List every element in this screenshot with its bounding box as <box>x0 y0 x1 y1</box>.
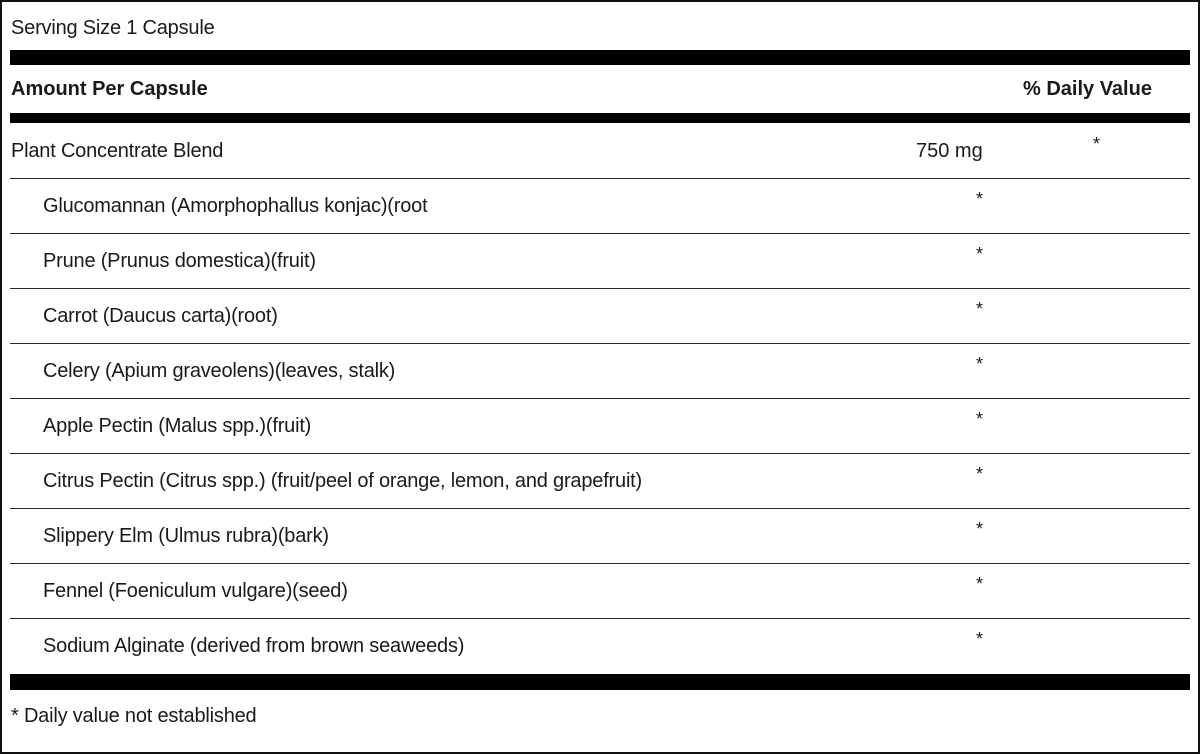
ingredient-name: Carrot (Daucus carta)(root) <box>43 305 278 327</box>
ingredient-amount: 750 mg <box>916 140 983 162</box>
ingredient-row <box>10 618 1190 673</box>
ingredient-row-main <box>10 123 1190 179</box>
ingredient-daily-value: * <box>976 464 984 484</box>
ingredient-daily-value: * <box>976 244 984 264</box>
ingredient-name: Apple Pectin (Malus spp.)(fruit) <box>43 415 312 437</box>
divider-bar-header <box>10 113 1190 123</box>
ingredient-row <box>10 343 1190 399</box>
ingredient-row <box>10 563 1190 619</box>
ingredient-daily-value: * <box>976 409 984 429</box>
divider-bar-bottom <box>10 674 1190 690</box>
ingredient-row <box>10 288 1190 344</box>
ingredient-row <box>10 508 1190 564</box>
ingredient-name: Fennel (Foeniculum vulgare)(seed) <box>43 580 348 602</box>
ingredient-name: Plant Concentrate Blend <box>11 140 224 162</box>
ingredient-row <box>10 453 1190 509</box>
ingredient-daily-value: * <box>976 299 984 319</box>
ingredient-row <box>10 398 1190 454</box>
ingredient-row <box>10 233 1190 289</box>
ingredient-daily-value: * <box>976 629 984 649</box>
amount-per-capsule-header: Amount Per Capsule <box>11 78 208 100</box>
ingredient-name: Glucomannan (Amorphophallus konjac)(root <box>43 195 428 217</box>
ingredient-daily-value: * <box>976 519 984 539</box>
ingredient-daily-value: * <box>976 574 984 594</box>
serving-size: Serving Size 1 Capsule <box>11 17 215 39</box>
ingredient-daily-value: * <box>976 189 984 209</box>
ingredient-name: Citrus Pectin (Citrus spp.) (fruit/peel of orange, lemon, and grapefruit) <box>43 470 643 492</box>
ingredient-name: Celery (Apium graveolens)(leaves, stalk) <box>43 360 396 382</box>
ingredient-name: Prune (Prunus domestica)(fruit) <box>43 250 316 272</box>
footnote: * Daily value not established <box>11 705 257 727</box>
daily-value-header: % Daily Value <box>1023 78 1152 100</box>
ingredient-daily-value: * <box>976 354 984 374</box>
ingredient-name: Sodium Alginate (derived from brown seaweeds) <box>43 635 465 657</box>
ingredient-row <box>10 178 1190 234</box>
divider-bar-top <box>10 50 1190 65</box>
ingredient-daily-value: * <box>1093 134 1101 154</box>
ingredient-name: Slippery Elm (Ulmus rubra)(bark) <box>43 525 329 547</box>
